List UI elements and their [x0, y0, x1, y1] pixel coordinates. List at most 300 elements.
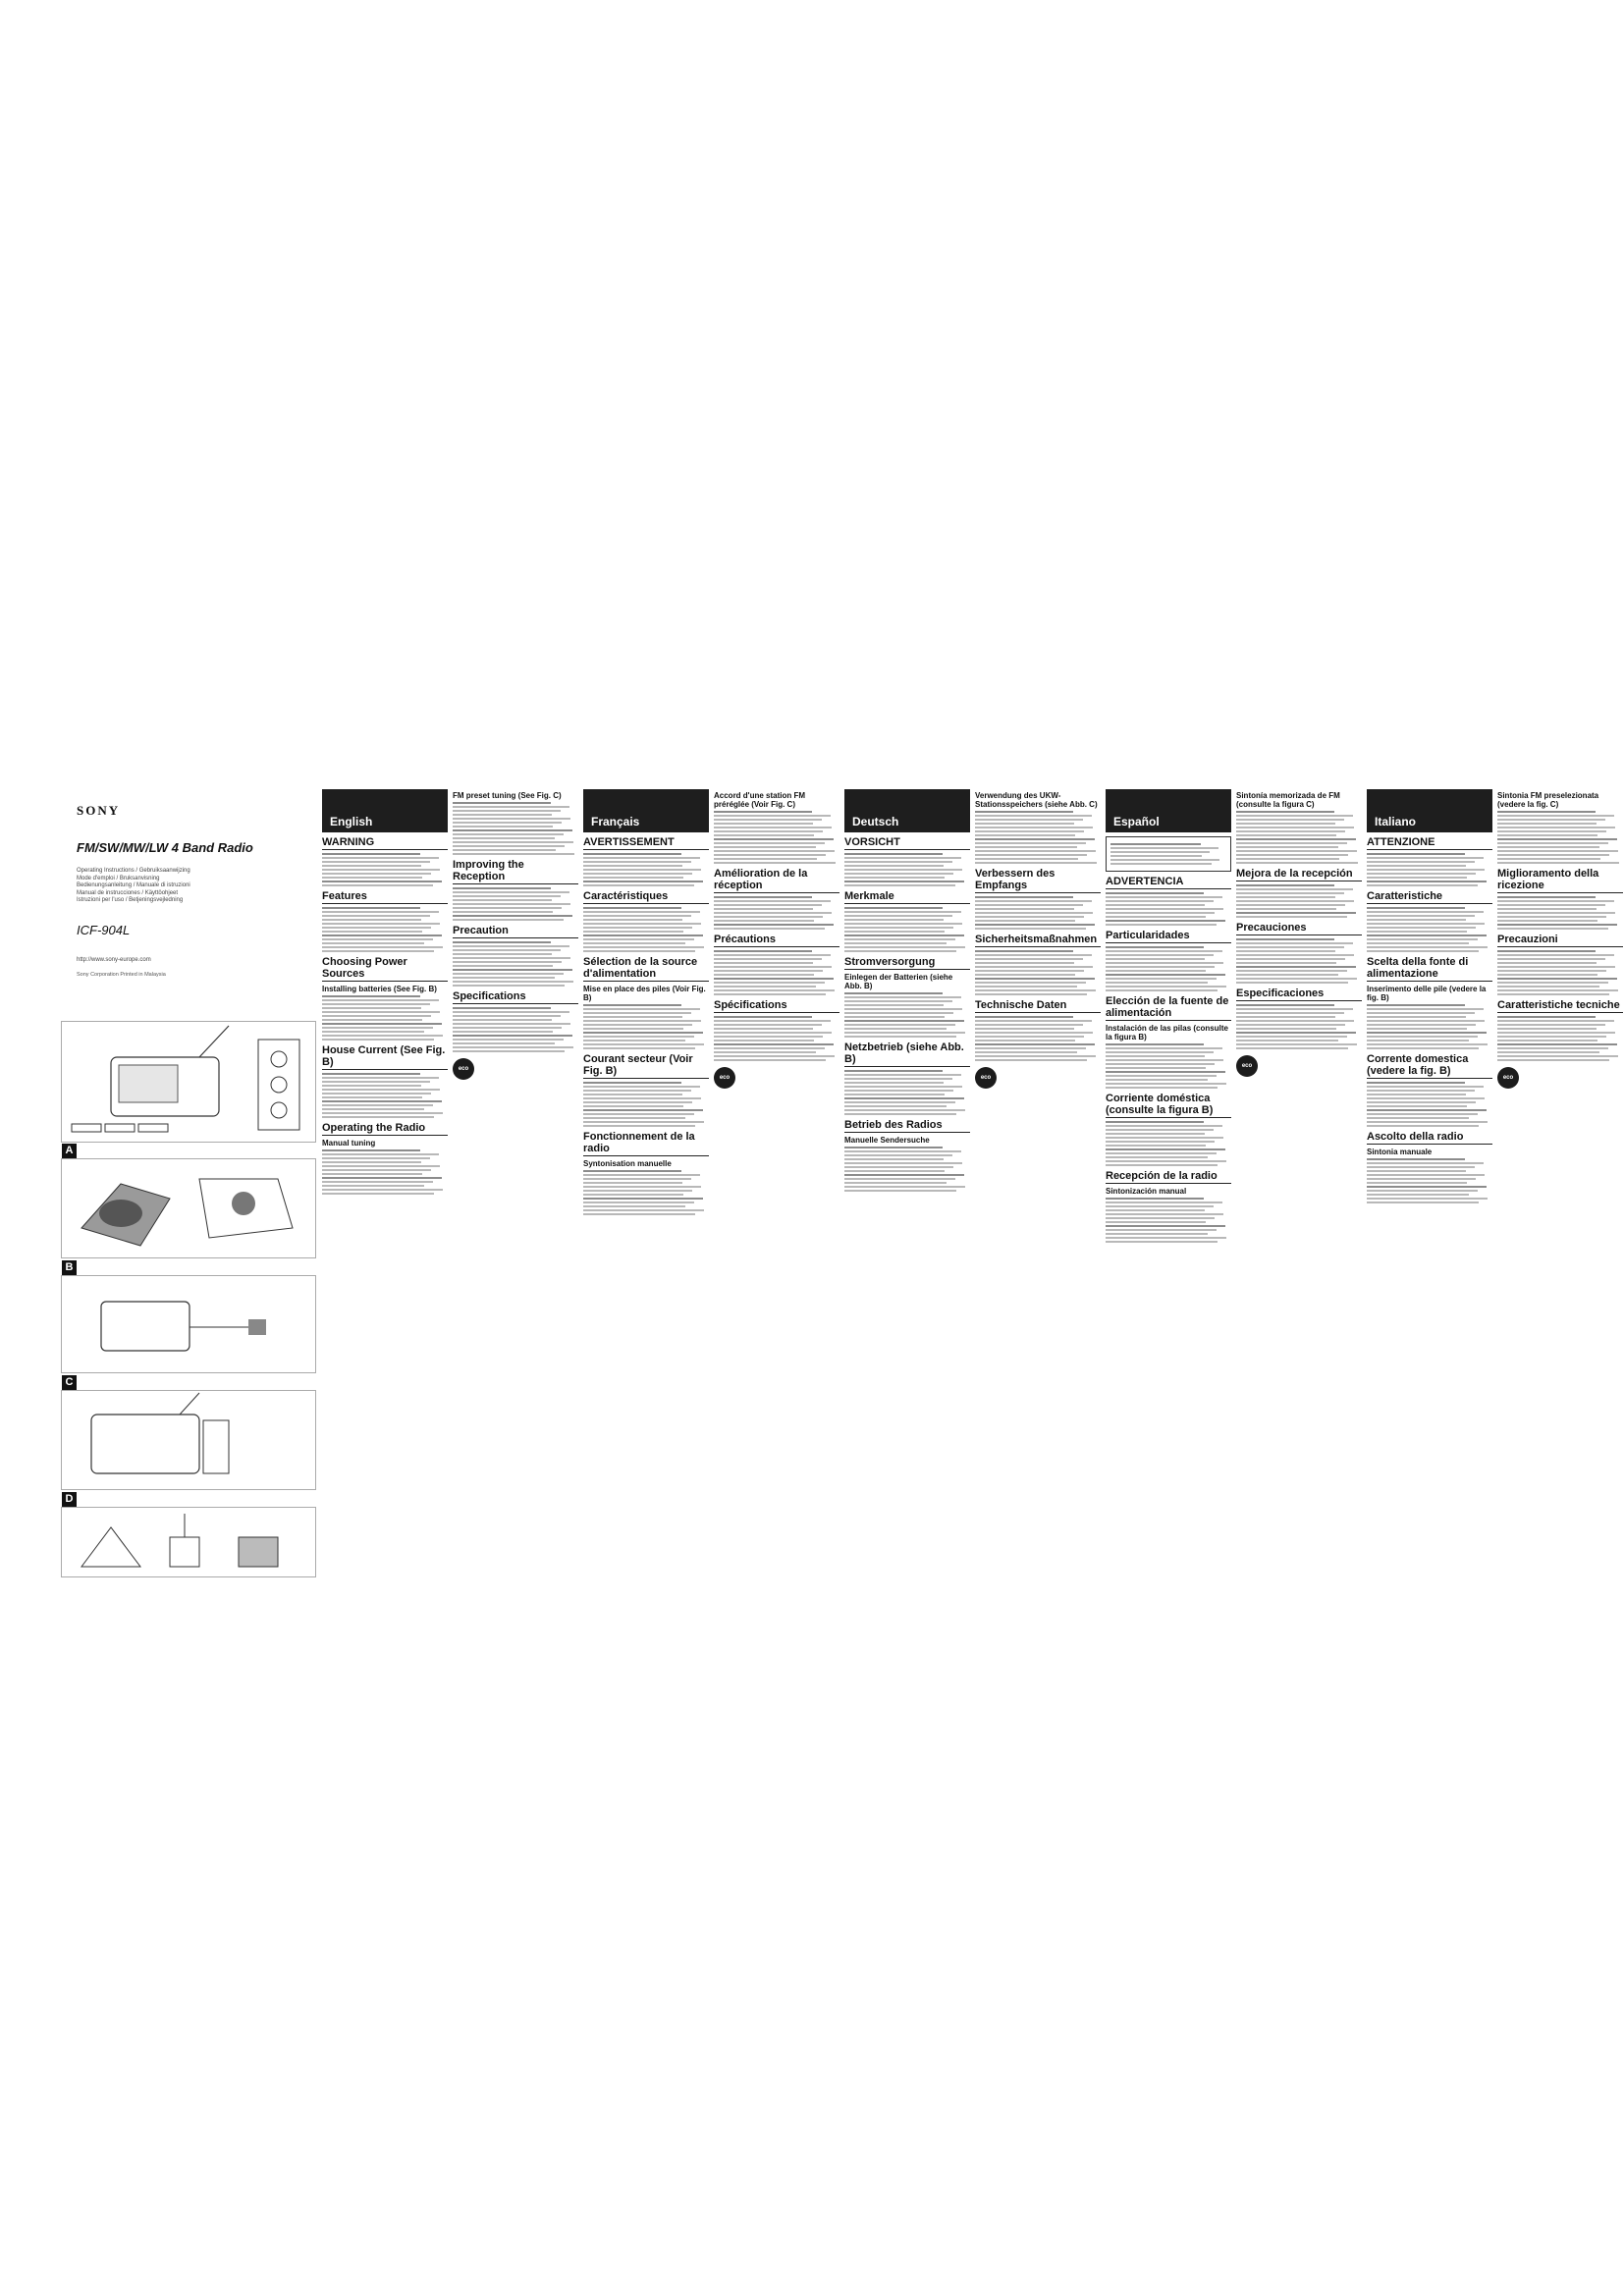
- subheading: Sintonización manual: [1106, 1187, 1187, 1196]
- text-line: [975, 954, 1092, 956]
- text-line: [1106, 1160, 1226, 1162]
- text-line: [322, 1157, 430, 1159]
- text-line: [453, 981, 573, 983]
- text-line: [844, 1109, 965, 1111]
- text-line: [844, 996, 961, 998]
- text-line: [453, 837, 555, 839]
- section-heading: Courant secteur (Voir Fig. B): [583, 1053, 693, 1077]
- text-line: [322, 1035, 443, 1037]
- heading-rule: [1106, 1020, 1231, 1021]
- subheading: Sintonia FM preselezionata (vedere la fig. C): [1497, 791, 1599, 809]
- text-line: [975, 950, 1073, 952]
- text-line: [844, 853, 943, 855]
- text-line: [583, 1008, 700, 1010]
- text-line: [844, 1162, 962, 1164]
- text-line: [844, 1113, 956, 1115]
- text-line: [1497, 811, 1596, 813]
- text-line: [453, 1011, 569, 1013]
- subheading: Installing batteries (See Fig. B): [322, 985, 437, 993]
- heading-rule: [975, 892, 1101, 893]
- text-line: [714, 1036, 823, 1038]
- section-heading: Betrieb des Radios: [844, 1119, 943, 1131]
- text-line: [714, 858, 817, 860]
- text-line: [975, 811, 1073, 813]
- text-line: [975, 1059, 1087, 1061]
- text-line: [844, 931, 945, 933]
- text-line: [1106, 912, 1215, 914]
- text-line: [1367, 877, 1467, 879]
- antenna-illustration: [62, 1508, 315, 1576]
- text-line: [975, 900, 1092, 902]
- text-line: [1497, 958, 1605, 960]
- text-line: [1106, 1125, 1222, 1127]
- text-line: [583, 1113, 694, 1115]
- text-line: [583, 1020, 701, 1022]
- text-line: [975, 838, 1095, 840]
- text-line: [844, 1032, 965, 1034]
- text-line: [1497, 920, 1597, 922]
- text-line: [583, 881, 703, 882]
- text-line: [1497, 989, 1618, 991]
- text-line: [844, 857, 961, 859]
- text-line: [1367, 1198, 1488, 1200]
- text-line: [844, 927, 953, 929]
- text-line: [1236, 942, 1353, 944]
- text-line: [1367, 1113, 1478, 1115]
- text-line: [844, 1170, 945, 1172]
- text-line: [1106, 908, 1223, 910]
- heading-rule: [322, 903, 448, 904]
- subheading: Mise en place des piles (Voir Fig. B): [583, 985, 706, 1002]
- text-line: [1367, 1016, 1466, 1018]
- text-line: [1236, 834, 1336, 836]
- text-line: [1106, 1213, 1223, 1215]
- text-line: [714, 978, 834, 980]
- subheading: Sintonía memorizada de FM (consulte la figura C): [1236, 791, 1340, 809]
- text-line: [1236, 830, 1345, 832]
- text-line: [1106, 1137, 1223, 1139]
- text-line: [453, 845, 565, 847]
- text-line: [583, 1016, 682, 1018]
- text-line: [1106, 1141, 1215, 1143]
- text-line: [1497, 830, 1606, 832]
- text-line: [453, 977, 555, 979]
- text-line: [1106, 1079, 1208, 1081]
- text-line: [453, 849, 556, 851]
- text-line: [322, 1089, 440, 1091]
- text-line: [453, 841, 573, 843]
- text-column: [1106, 789, 1231, 1751]
- text-line: [453, 903, 570, 905]
- text-line: [1497, 846, 1599, 848]
- text-line: [975, 962, 1074, 964]
- subheading: Verwendung des UKW-Stationsspeichers (siehe Abb. C): [975, 791, 1098, 809]
- text-line: [453, 961, 562, 963]
- text-line: [1106, 1225, 1225, 1227]
- radio-front-figure: [61, 1021, 316, 1143]
- text-line: [453, 907, 562, 909]
- text-line: [844, 1070, 943, 1072]
- text-line: [1497, 896, 1596, 898]
- text-line: [1106, 1075, 1217, 1077]
- text-line: [1236, 1036, 1347, 1038]
- text-line: [322, 1077, 439, 1079]
- text-line: [1106, 958, 1205, 960]
- text-line: [714, 962, 813, 964]
- text-line: [583, 919, 682, 921]
- text-line: [583, 857, 700, 859]
- section-heading: ATTENZIONE: [1367, 836, 1435, 848]
- text-line: [1497, 823, 1597, 825]
- section-heading: Sicherheitsmaßnahmen: [975, 934, 1098, 945]
- text-line: [1236, 900, 1354, 902]
- text-line: [975, 819, 1083, 821]
- text-line: [1367, 1043, 1488, 1045]
- text-line: [844, 1178, 955, 1180]
- text-column: [714, 789, 839, 1751]
- section-heading: Merkmale: [844, 890, 894, 902]
- product-title: FM/SW/MW/LW 4 Band Radio: [77, 840, 253, 855]
- text-line: [1106, 1047, 1222, 1049]
- text-line: [1106, 1241, 1218, 1243]
- text-line: [1106, 1071, 1225, 1073]
- text-line: [975, 896, 1073, 898]
- text-line: [1236, 962, 1336, 964]
- text-line: [844, 1190, 956, 1192]
- heading-rule: [1367, 1144, 1492, 1145]
- text-line: [975, 850, 1096, 852]
- text-line: [453, 953, 552, 955]
- text-line: [1367, 915, 1475, 917]
- section-heading: Precauzioni: [1497, 934, 1558, 945]
- text-line: [322, 911, 439, 913]
- heading-rule: [1497, 946, 1623, 947]
- text-line: [1236, 850, 1357, 852]
- text-line: [1106, 1059, 1223, 1061]
- text-line: [453, 826, 553, 828]
- text-line: [1110, 863, 1212, 865]
- text-line: [1497, 962, 1597, 964]
- text-line: [322, 1173, 422, 1175]
- text-line: [1236, 950, 1335, 952]
- text-line: [583, 1028, 683, 1030]
- text-line: [583, 1109, 703, 1111]
- text-line: [844, 911, 961, 913]
- text-line: [1367, 865, 1466, 867]
- text-line: [1110, 843, 1201, 845]
- text-line: [844, 1182, 947, 1184]
- text-line: [1236, 966, 1356, 968]
- text-line: [1367, 1158, 1465, 1160]
- text-line: [1497, 904, 1605, 906]
- text-line: [1367, 1101, 1476, 1103]
- text-line: [714, 1028, 813, 1030]
- section-heading: ADVERTENCIA: [1106, 876, 1184, 887]
- text-line: [453, 810, 561, 812]
- heading-rule: [1106, 1183, 1231, 1184]
- text-line: [1236, 1008, 1353, 1010]
- text-line: [1106, 924, 1217, 926]
- text-line: [322, 861, 430, 863]
- text-line: [1236, 982, 1348, 984]
- heading-rule: [1367, 1078, 1492, 1079]
- heading-rule: [1367, 903, 1492, 904]
- text-line: [844, 1174, 964, 1176]
- text-line: [714, 1032, 832, 1034]
- text-line: [1367, 1166, 1475, 1168]
- text-line: [975, 989, 1096, 991]
- section-heading: Elección de la fuente de alimentación: [1106, 995, 1229, 1019]
- text-line: [844, 992, 943, 994]
- text-line: [322, 1165, 440, 1167]
- text-line: [322, 1185, 424, 1187]
- language-line: Istruzioni per l'uso / Betjeningsvejledning: [77, 897, 184, 903]
- text-line: [1367, 869, 1485, 871]
- text-line: [1367, 1105, 1467, 1107]
- text-line: [975, 970, 1084, 972]
- text-line: [1497, 1059, 1609, 1061]
- text-line: [975, 958, 1083, 960]
- section-heading: Corriente doméstica (consulte la figura B): [1106, 1093, 1214, 1116]
- heading-rule: [322, 1069, 448, 1070]
- text-line: [1367, 1121, 1488, 1123]
- text-line: [975, 815, 1092, 817]
- text-line: [1367, 931, 1467, 933]
- section-heading: Précautions: [714, 934, 776, 945]
- text-line: [453, 829, 572, 831]
- text-line: [714, 916, 823, 918]
- text-line: [975, 1016, 1073, 1018]
- text-line: [714, 908, 813, 910]
- text-line: [1497, 1043, 1617, 1045]
- section-heading: Choosing Power Sources: [322, 956, 407, 980]
- text-line: [714, 1059, 826, 1061]
- sony-logo: SONY: [77, 803, 121, 818]
- text-line: [453, 887, 551, 889]
- text-line: [583, 1086, 700, 1088]
- text-line: [1106, 1164, 1218, 1166]
- text-line: [1497, 1020, 1614, 1022]
- text-line: [322, 915, 430, 917]
- text-line: [1497, 900, 1614, 902]
- text-line: [1497, 982, 1608, 984]
- text-line: [583, 950, 695, 952]
- controls-illustration: [62, 1391, 315, 1489]
- notice-box: [1106, 836, 1231, 872]
- text-line: [1236, 1047, 1348, 1049]
- text-line: [975, 1047, 1086, 1049]
- text-line: [1106, 966, 1215, 968]
- text-line: [1106, 1055, 1205, 1057]
- subheading: Syntonisation manuelle: [583, 1159, 672, 1168]
- text-line: [1497, 912, 1615, 914]
- text-line: [1106, 1067, 1206, 1069]
- text-line: [1236, 958, 1345, 960]
- text-line: [1236, 1040, 1338, 1041]
- text-line: [1367, 927, 1476, 929]
- text-line: [1236, 1016, 1335, 1018]
- section-heading: Especificaciones: [1236, 988, 1325, 999]
- text-column: [583, 789, 709, 1751]
- text-line: [844, 938, 955, 940]
- text-line: [1106, 1148, 1225, 1150]
- text-line: [322, 1104, 433, 1106]
- text-line: [583, 907, 681, 909]
- text-line: [1367, 946, 1488, 948]
- text-line: [975, 986, 1077, 988]
- text-line: [844, 1097, 964, 1099]
- text-line: [1367, 934, 1487, 936]
- text-line: [1497, 827, 1615, 828]
- figure-label-b: B: [62, 1260, 77, 1275]
- text-line: [322, 1027, 433, 1029]
- text-line: [714, 920, 814, 922]
- text-line: [583, 1094, 682, 1095]
- text-line: [714, 823, 813, 825]
- controls-figure: [61, 1390, 316, 1490]
- text-line: [975, 1055, 1096, 1057]
- section-heading: Mejora de la recepción: [1236, 868, 1353, 880]
- text-line: [975, 928, 1086, 930]
- text-line: [1236, 1004, 1334, 1006]
- text-line: [1106, 950, 1222, 952]
- text-line: [322, 1039, 434, 1041]
- section-heading: Caratteristiche: [1367, 890, 1443, 902]
- text-line: [844, 946, 965, 948]
- section-heading: Ascolto della radio: [1367, 1131, 1464, 1143]
- text-line: [1367, 919, 1466, 921]
- text-line: [1497, 928, 1608, 930]
- text-line: [1110, 847, 1218, 849]
- text-line: [1367, 1178, 1476, 1180]
- section-heading: AVERTISSEMENT: [583, 836, 675, 848]
- text-line: [975, 846, 1077, 848]
- text-line: [1236, 888, 1353, 890]
- text-line: [1497, 916, 1606, 918]
- text-line: [714, 950, 812, 952]
- text-line: [1367, 861, 1475, 863]
- language-tab: English: [322, 789, 448, 832]
- subheading: Sintonia manuale: [1367, 1148, 1433, 1156]
- text-line: [583, 1201, 694, 1203]
- text-line: [1367, 1082, 1465, 1084]
- text-line: [583, 1205, 685, 1207]
- text-line: [1106, 970, 1206, 972]
- text-line: [1367, 1012, 1475, 1014]
- text-line: [1236, 1012, 1344, 1014]
- heading-rule: [453, 1003, 578, 1004]
- text-line: [844, 1147, 943, 1148]
- text-line: [1236, 858, 1339, 860]
- text-line: [975, 978, 1095, 980]
- text-line: [1106, 946, 1204, 948]
- text-line: [322, 923, 440, 925]
- text-line: [1106, 962, 1223, 964]
- text-line: [1236, 908, 1336, 910]
- text-line: [975, 1020, 1092, 1022]
- text-line: [322, 1093, 431, 1095]
- text-line: [975, 858, 1078, 860]
- text-line: [1106, 989, 1218, 991]
- text-line: [844, 1101, 955, 1103]
- text-line: [1367, 950, 1479, 952]
- text-line: [1497, 862, 1619, 864]
- text-column: [322, 789, 448, 1751]
- text-line: [1367, 907, 1465, 909]
- section-heading: Amélioration de la réception: [714, 868, 808, 891]
- text-line: [714, 966, 832, 968]
- text-line: [453, 1046, 573, 1048]
- text-line: [1106, 1043, 1204, 1045]
- text-column: [1497, 789, 1623, 1751]
- text-line: [322, 1100, 442, 1102]
- text-line: [1106, 904, 1205, 906]
- text-line: [714, 862, 836, 864]
- text-line: [975, 823, 1074, 825]
- text-line: [322, 1181, 433, 1183]
- text-line: [844, 1082, 944, 1084]
- text-line: [1236, 846, 1338, 848]
- text-line: [322, 931, 422, 933]
- section-heading: Sélection de la source d'alimentation: [583, 956, 698, 980]
- text-line: [1106, 916, 1206, 918]
- text-line: [1497, 970, 1606, 972]
- text-line: [975, 912, 1093, 914]
- heading-rule: [1106, 1117, 1231, 1118]
- text-line: [1367, 911, 1484, 913]
- section-heading: Technische Daten: [975, 999, 1067, 1011]
- text-line: [1497, 1032, 1615, 1034]
- text-line: [453, 853, 574, 855]
- text-line: [714, 1047, 825, 1049]
- text-line: [583, 1097, 701, 1099]
- text-line: [1367, 873, 1476, 875]
- text-line: [714, 854, 826, 856]
- text-line: [1367, 881, 1487, 882]
- text-line: [714, 850, 835, 852]
- text-line: [322, 884, 433, 886]
- text-line: [453, 1019, 552, 1021]
- text-line: [453, 1050, 565, 1052]
- text-line: [583, 1024, 692, 1026]
- text-line: [322, 1153, 439, 1155]
- text-line: [453, 965, 553, 967]
- text-line: [453, 1039, 564, 1041]
- text-line: [1236, 862, 1358, 864]
- text-line: [453, 895, 561, 897]
- text-line: [322, 1112, 443, 1114]
- heading-rule: [714, 892, 839, 893]
- text-line: [583, 1036, 694, 1038]
- model-number: ICF-904L: [77, 923, 131, 937]
- text-line: [714, 954, 831, 956]
- text-line: [453, 1042, 555, 1044]
- text-line: [975, 1040, 1075, 1041]
- text-line: [583, 946, 704, 948]
- text-column: [1236, 789, 1362, 1751]
- text-line: [583, 934, 703, 936]
- text-line: [322, 1023, 442, 1025]
- text-line: [583, 927, 692, 929]
- text-line: [322, 999, 439, 1001]
- text-line: [453, 949, 561, 951]
- text-line: [583, 1040, 685, 1041]
- text-line: [1236, 946, 1344, 948]
- text-line: [844, 1000, 952, 1002]
- text-line: [844, 1105, 947, 1107]
- text-line: [975, 924, 1095, 926]
- heading-rule: [453, 883, 578, 884]
